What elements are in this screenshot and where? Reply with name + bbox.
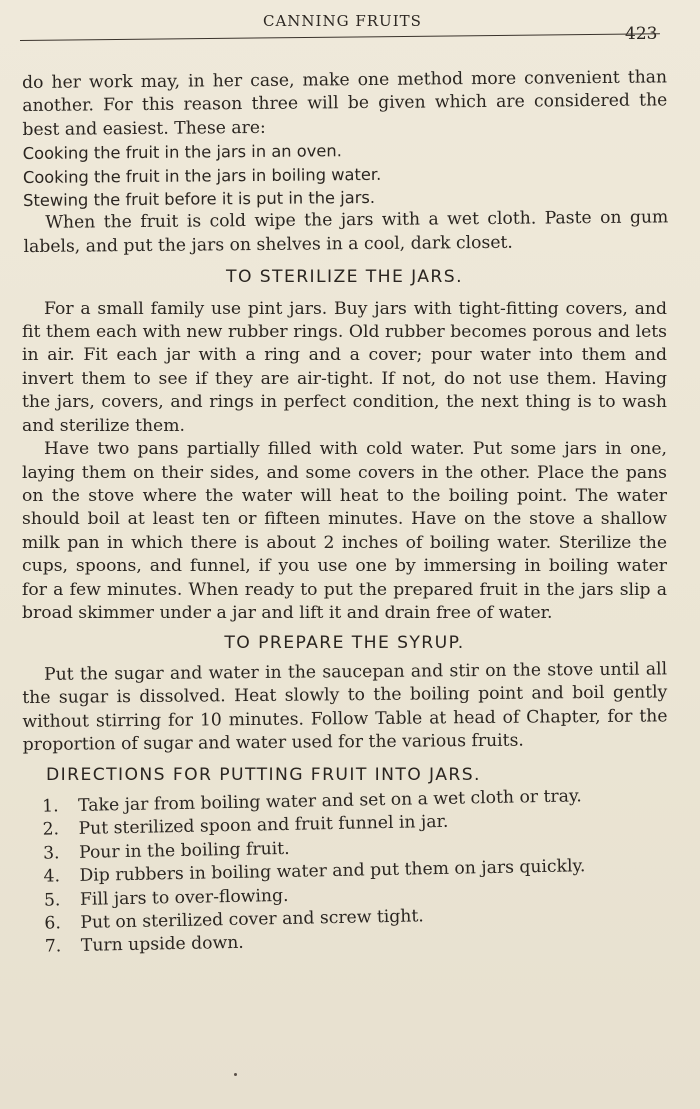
method-item: Cooking the fruit in the jars in boiling water. bbox=[22, 164, 382, 187]
list-item: 4. Dip rubbers in boiling water and put them on jars quickly. bbox=[43, 856, 586, 887]
page-number: 423 bbox=[625, 24, 658, 44]
list-item: 1. Take jar from boiling water and set on a wet cloth or tray. bbox=[42, 786, 582, 817]
intro-section bbox=[22, 66, 669, 259]
intro-paragraph: do her work may, in her case, make one method more convenient than another. For this reason three will be given which are considered the best and easiest. These are: bbox=[22, 67, 668, 140]
directions-list bbox=[22, 783, 670, 959]
ink-speck bbox=[234, 1073, 237, 1076]
page-body bbox=[22, 67, 669, 960]
list-item: 2. Put sterilized spoon and fruit funnel in jar. bbox=[42, 812, 449, 840]
sterilize-paragraph-2: Have two pans partially filled with cold water. Put some jars in one, laying them on their sides, and some covers in the other. Place the pans on the stove where the water will heat to the boiling point. The water should boil at least ten or fifteen minutes. Have on the stove a shallow milk pan in which there is about 2 inches of boiling water. Sterilize the cups, spoons, and funnel, if you use one by immersing in boiling water for a few minutes. When ready to put the prepared fruit in the jars slip a broad skimmer under a jar and lift it and drain free of water. bbox=[22, 439, 667, 623]
intro-paragraph-2: When the fruit is cold wipe the jars with a wet cloth. Paste on gum labels, and put the jars on shelves in a cool, dark closet. bbox=[23, 207, 669, 257]
list-item: 6. Put on sterilized cover and screw tight. bbox=[44, 906, 424, 934]
sterilize-paragraph-1: For a small family use pint jars. Buy jars with tight-fitting covers, and fit them each with new rubber rings. Old rubber becomes porous and lets in air. Fit each jar with a ring and a cover; pour water into them and invert them to see if they are air-tight. If not, do not use them. Having the jars, covers, and rings in perfect condition, the next thing is to wash and sterilize them. bbox=[22, 298, 667, 436]
list-item: 5. Fill jars to over-flowing. bbox=[43, 885, 289, 911]
section-heading-sterilize: TO STERILIZE THE JARS. bbox=[226, 267, 463, 288]
syrup-section bbox=[22, 658, 668, 757]
running-head bbox=[0, 12, 700, 52]
syrup-paragraph: Put the sugar and water in the saucepan and stir on the stove until all the sugar is dissolved. Heat slowly to the boiling point and boil gently without stirring for 10 minutes. Follow Table at head of Chapter, for the proportion of sugar and water used for the various fruits. bbox=[22, 659, 668, 755]
section-heading-directions: DIRECTIONS FOR PUTTING FRUIT INTO JARS. bbox=[46, 765, 481, 786]
running-head-title: CANNING FRUITS bbox=[263, 12, 422, 30]
method-item: Cooking the fruit in the jars in an oven. bbox=[22, 141, 342, 164]
section-heading-syrup: TO PREPARE THE SYRUP. bbox=[224, 633, 465, 654]
method-item: Stewing the fruit before it is put in the jars. bbox=[23, 187, 376, 211]
list-item: 3. Pour in the boiling fruit. bbox=[42, 838, 290, 864]
list-item: 7. Turn upside down. bbox=[44, 932, 244, 957]
